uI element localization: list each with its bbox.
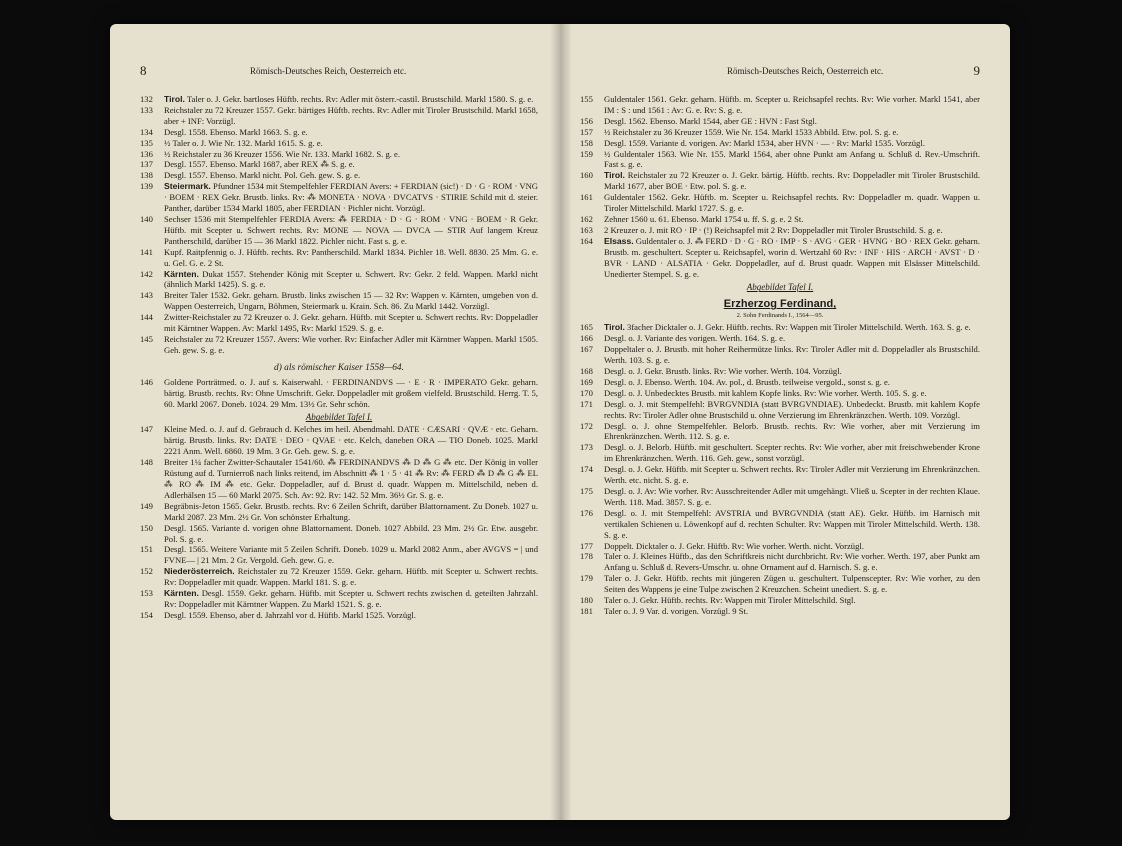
catalog-entry [580, 442, 980, 464]
entry-text: Desgl. 1557. Ebenso. Markl nicht. Pol. Geh. gew. S. g. e. [164, 170, 361, 181]
entry-text: Desgl. o. J. Ebenso. Werth. 104. Av. pol., d. Brustb. teilweise vergold., sonst s. g. e. [604, 376, 890, 387]
catalog-entry [580, 508, 980, 541]
entry-region: Kärnten. [164, 268, 199, 279]
entry-text: Zehner 1560 u. 61. Ebenso. Markl 1754 u. ff. S. g. e. 2 St. [604, 213, 804, 224]
entry-number: 155 [580, 94, 593, 104]
entry-number: 163 [580, 224, 593, 235]
entry-text: Guldentaler 1561. Gekr. geharn. Hüftb. m. Scepter u. Reichsapfel rechts. Rv: Wie vorher. Markl 1541, aber IM : S : und 1561 : Av: G. e. Rv: S. g. e. [604, 94, 980, 115]
entry-text: Goldene Porträtmed. o. J. auf s. Kaiserwahl. · FERDINANDVS — · E · R · IMPERATO Gekr. geharn. bärtig. Brustb. rechts. Rv: Ohne Umschrift. Gekr. Doppeladler mit großem vielfeld. Brustschild. Herrg. T. 5, 60. Markl 2067. Doneb. 1024. 29 Mm. 13½ Gr. Sehr schön. [164, 376, 538, 409]
entry-number: 152 [140, 566, 153, 577]
entry-text: Reichstaler zu 72 Kreuzer 1559. Gekr. geharn. Hüftb. mit Scepter u. Schwert rechts. Rv: Doppeladler mit quadr. Wappen. Markl 181. S. g. e. [164, 566, 538, 588]
catalog-entry [580, 214, 980, 225]
catalog-entry [580, 573, 980, 595]
ruler-heading: Erzherzog Ferdinand, [723, 298, 837, 311]
catalog-entry [140, 290, 538, 312]
entry-region: Steiermark. [164, 181, 211, 192]
entry-number: 179 [580, 573, 593, 584]
entry-text: Desgl. o. J. Gekr. Hüftb. mit Scepter u. Schwert rechts. Rv: Tiroler Adler mit Verzierung im Ehrenkränzchen. Werth. etc. nicht. S. g. e. [604, 464, 980, 486]
entry-number: 135 [140, 137, 153, 148]
catalog-entry [140, 544, 538, 566]
section-title: d) als römischer Kaiser 1558—64. [274, 362, 404, 373]
catalog-entry [580, 344, 980, 366]
entry-text: Kupf. Raitpfennig o. J. Hüftb. rechts. Rv: Pantherschild. Markl 1834. Pichler 18. Well. 8830. 25 Mm. G. e. u. Gel. G. e. 2 St. [164, 246, 538, 268]
catalog-entry [580, 551, 980, 573]
entry-number: 166 [580, 333, 593, 344]
right-page-header [580, 63, 980, 80]
catalog-entry [580, 170, 980, 192]
right-running-head: Römisch-Deutsches Reich, Oesterreich etc. [727, 66, 884, 76]
right-page [580, 24, 980, 820]
entry-text: Zwitter-Reichstaler zu 72 Kreuzer o. J. Gekr. geharn. Hüftb. mit Scepter u. Schwert rechts. Rv: Doppeladler mit Kärntner Wappen. Av: Markl 1495, Rv: Markl 1529. S. g. e. [164, 312, 538, 334]
entry-region: Niederösterreich. [164, 566, 235, 577]
entry-text: Reichstaler zu 72 Kreuzer 1557. Gekr. bärtiges Hüftb. rechts. Rv: Adler mit Tiroler Brustschild. Markl 1658, aber + INF: Vorzügl. [164, 104, 538, 126]
entry-number: 156 [580, 115, 593, 126]
entry-number: 145 [140, 333, 153, 344]
entry-number: 143 [140, 290, 153, 301]
entry-text: Doppeltaler o. J. Brustb. mit hoher Reihermütze links. Rv: Tiroler Adler mit d. Doppeladler als Brustschild. Werth. 103. S. g. e. [604, 344, 980, 366]
entry-text: Desgl. o. J. mit Stempelfehl: AVSTRIA und BVRGVNDIA (statt AE). Gekr. Hüftb. im Harnisch mit vertikalen Schienen u. Löwenkopf auf d. rechten Schulter. Rv: Wappen mit Tiroler Mittelschild. Werth. 138. S. g. e. [604, 507, 980, 540]
right-entries-a [580, 94, 980, 279]
entry-number: 175 [580, 486, 593, 496]
entry-number: 171 [580, 398, 593, 409]
catalog-entry [580, 399, 980, 421]
catalog-entry [140, 312, 538, 334]
entry-number: 149 [140, 500, 153, 511]
entry-number: 167 [580, 344, 593, 355]
entry-text: 2 Kreuzer o. J. mit RO · IP · (!) Reichsapfel mit 2 Rv: Doppeladler mit Tiroler Brustschild. S. g. e. [604, 224, 943, 235]
entry-number: 160 [580, 170, 593, 181]
entry-number: 154 [140, 609, 153, 620]
catalog-entry [580, 138, 980, 149]
entry-text: ½ Reichstaler zu 36 Kreuzer 1559. Wie Nr. 154. Markl 1533 Abbild. Etw. pol. S. g. e. [604, 126, 899, 137]
catalog-entry [140, 424, 538, 457]
entry-number: 165 [580, 322, 593, 333]
entry-text: Desgl. o. J. ohne Stempelfehler. Belorb. Brustb. rechts. Rv: Wie vorher, aber mit Verzierung im Ehrenkränzchen. Werth. 112. S. g. e. [604, 420, 980, 442]
entry-number: 144 [140, 312, 153, 323]
entry-text: Doppelt. Dicktaler o. J. Gekr. Hüftb. Rv: Wie vorher. Werth. nicht. Vorzügl. [604, 540, 864, 551]
entry-region: Tirol. [604, 170, 625, 181]
entry-text: Desgl. 1557. Ebenso. Markl 1687, aber REX ⁂ S. g. e. [164, 159, 355, 170]
left-page-header [140, 63, 538, 80]
entry-number: 181 [580, 605, 593, 616]
entry-text: Dukat 1557. Stehender König mit Scepter u. Schwert. Rv: Gekr. 2 feld. Wappen. Markl nicht (ähnlich Markl 1425). S. g. e. [164, 268, 538, 290]
entry-text: Taler o. J. Gekr. Hüftb. rechts mit jüngeren Zügen u. geschultert. Tulpenscepter. Rv: Wie vorher, zu den Seiten des Wappens je eine Tulpe zwischen 2 Kreuzchen. Scheint unediert. S. g. e. [604, 573, 980, 595]
catalog-entry [580, 366, 980, 377]
right-entries-b [580, 322, 980, 616]
entry-text: Desgl. 1559. Gekr. geharn. Hüftb. mit Scepter u. Schwert rechts zwischen d. geteilten Jahrzahl. Rv: Doppeladler mit Kärntner Wappen. Zu Markl 1521. S. g. e. [164, 588, 538, 609]
left-page [140, 24, 538, 820]
entry-text: ½ Taler o. J. Wie Nr. 132. Markl 1615. S. g. e. [164, 137, 323, 148]
entry-number: 174 [580, 464, 593, 475]
catalog-entry [580, 127, 980, 138]
catalog-entry [580, 421, 980, 443]
catalog-entry [140, 588, 538, 610]
book-gutter [550, 24, 572, 820]
catalog-entry [140, 170, 538, 181]
catalog-entry [580, 388, 980, 399]
catalog-entry [140, 377, 538, 410]
entry-number: 180 [580, 595, 593, 606]
plate-reference: Abgebildet Tafel I. [746, 282, 814, 293]
catalog-entry [140, 105, 538, 127]
left-page-body [140, 94, 538, 621]
plate-reference: Abgebildet Tafel I. [305, 412, 373, 423]
left-entries-a [140, 94, 538, 356]
catalog-entry [140, 610, 538, 621]
catalog-entry [580, 606, 980, 617]
catalog-entry [140, 334, 538, 356]
entry-text: Desgl. 1559. Ebenso, aber d. Jahrzahl vor d. Hüftb. Markl 1525. Vorzügl. [164, 609, 416, 620]
catalog-entry [580, 116, 980, 127]
entry-text: Desgl. o. J. Gekr. Brustb. links. Rv: Wie vorher. Werth. 104. Vorzügl. [604, 366, 842, 377]
entry-region: Elsass. [604, 235, 634, 246]
ruler-subheading: 2. Sohn Ferdinands I., 1564—95. [736, 312, 824, 320]
catalog-entry [140, 94, 538, 105]
entry-number: 151 [140, 544, 153, 555]
entry-number: 170 [580, 387, 593, 398]
entry-text: Desgl. o. J. mit Stempelfehl: BVRGVNDIA (statt BVRGVNDIAE). Unbedeckt. Brustb. mit kahlem Kopfe rechts. Rv: Tiroler Adler ohne Brustschild u. ohne Verzierung im Ehrenkränzchen. Werth. 109. Vorzügl. [604, 398, 980, 420]
entry-number: 173 [580, 442, 593, 453]
entry-text: Breiter Taler 1532. Gekr. geharn. Brustb. links zwischen 15 — 32 Rv: Wappen v. Kärnten, umgeben von d. Wappen Oesterreich, Ungarn, Böhmen, Steiermark u. Krain. Sch. 86. Zu Markl 1442. Vorzügl. [164, 290, 538, 312]
entry-number: 176 [580, 507, 593, 518]
entry-number: 132 [140, 94, 153, 104]
left-running-head: Römisch-Deutsches Reich, Oesterreich etc. [250, 66, 407, 76]
catalog-entry [580, 192, 980, 214]
left-page-number: 8 [140, 63, 147, 78]
catalog-entry [140, 566, 538, 588]
entry-text: Guldentaler o. J. ⁂ FERD · D · G · RO · IMP · S · AVG · GER · HVNG · BO · REX Gekr. geharn. Brustb. m. geschultert. Scepter u. Reichsapfel, worin d. Wertzahl 60 Rv: · INF · HIS · ARCH · AVST · D · BVR · LAND · ALSATIA · Gekr. Doppeladler, auf d. Brust quadr. Wappen mit Elsässer Mittelschild. Unedierter Stempel. S. g. e. [604, 235, 980, 279]
left-entries-c [140, 424, 538, 620]
catalog-entry [140, 269, 538, 291]
catalog-entry [140, 501, 538, 523]
entry-text: Desgl. o. J. Unbedecktes Brustb. mit kahlem Kopfe links. Rv: Wie vorher. Werth. 105. S. g. e. [604, 387, 927, 398]
entry-text: Reichstaler zu 72 Kreuzer 1557. Avers: Wie vorher. Rv: Einfacher Adler mit Kärntner Wappen. Markl 1505. Geh. gew. S. g. e. [164, 333, 538, 355]
entry-text: ½ Guldentaler 1563. Wie Nr. 155. Markl 1564, aber ohne Punkt am Anfang u. Schluß d. Rev.-Umschrift. Fast s. g. e. [604, 148, 980, 170]
entry-text: Pfundner 1534 mit Stempelfehler FERDIAN Avers: + FERDIAN (sic!) · D · G · ROM · VNG · BOEM · REX Gekr. Brustb. links. Rv: ⁂ MONETA · NOVA · DVCATVS · STIRIE Schild mit d. steier. Panther, darüber 1534 Markl 1805, aber FERDIAN · Pichler nicht. Vorzügl. [164, 181, 538, 214]
entry-region: Tirol. [604, 322, 625, 333]
entry-number: 158 [580, 137, 593, 148]
entry-text: Begräbnis-Jeton 1565. Gekr. Brustb. rechts. Rv: 6 Zeilen Schrift, darüber Blattornament. Zu Doneb. 1027 u. Markl 2087. 23 Mm. 2½ Gr. Von schönster Erhaltung. [164, 500, 538, 522]
catalog-entry [140, 127, 538, 138]
entry-number: 133 [140, 104, 153, 115]
catalog-entry [140, 247, 538, 269]
entry-number: 153 [140, 588, 153, 599]
entry-text: Desgl. o. J. Belorb. Hüftb. mit geschultert. Scepter rechts. Rv: Wie vorher, aber mit freischwebender Krone im Ehrenkränzchen. Werth. 116. Geh. gew., sonst vorzügl. [604, 442, 980, 464]
entry-number: 164 [580, 235, 593, 246]
entry-number: 137 [140, 159, 153, 170]
entry-text: Taler o. J. 9 Var. d. vorigen. Vorzügl. 9 St. [604, 605, 749, 616]
entry-number: 150 [140, 522, 153, 533]
catalog-entry [140, 159, 538, 170]
entry-text: Desgl. 1562. Ebenso. Markl 1544, aber GE : HVN : Fast Stgl. [604, 115, 817, 126]
entry-number: 162 [580, 213, 593, 224]
catalog-entry [140, 214, 538, 247]
entry-region: Tirol. [164, 94, 185, 104]
entry-number: 142 [140, 268, 153, 279]
catalog-entry [580, 94, 980, 116]
entry-number: 169 [580, 376, 593, 387]
entry-number: 147 [140, 424, 153, 435]
catalog-entry [580, 464, 980, 486]
left-entries-b [140, 377, 538, 410]
entry-text: Kleine Med. o. J. auf d. Gebrauch d. Kelches im heil. Abendmahl. DATE · CÆSARI · QVÆ · etc. Geharn. bärtig. Brustb. links. Rv: DATE · DEO · QVAE · etc. Kelch, daneben ORA — TIO Doneb. 1025. Markl 2221 Anm. Well. 6860. 19 Mm. 3 Gr. Geh. gew. S. g. e. [164, 424, 538, 457]
entry-number: 139 [140, 181, 153, 192]
entry-text: Desgl. 1565. Variante d. vorigen ohne Blattornament. Doneb. 1027 Abbild. 23 Mm. 2½ Gr. Etw. ausgebr. Pol. S. g. e. [164, 522, 538, 544]
entry-text: Desgl. 1558. Ebenso. Markl 1663. S. g. e. [164, 126, 308, 137]
catalog-entry [580, 377, 980, 388]
catalog-entry [580, 322, 980, 333]
entry-number: 140 [140, 213, 153, 224]
catalog-entry [580, 486, 980, 508]
catalog-entry [580, 225, 980, 236]
entry-number: 136 [140, 148, 153, 159]
entry-number: 157 [580, 126, 593, 137]
catalog-entry [140, 181, 538, 214]
entry-text: Guldentaler 1562. Gekr. Hüftb. m. Scepter u. Reichsapfel rechts. Rv: Doppeladler m. quadr. Wappen u. Tiroler Mittelschild. Markl 1727. S. g. e. [604, 192, 980, 214]
entry-text: 3facher Dicktaler o. J. Gekr. Hüftb. rechts. Rv: Wappen mit Tiroler Mittelschild. Werth. 163. S. g. e. [627, 322, 971, 333]
catalog-entry [580, 149, 980, 171]
catalog-entry [580, 236, 980, 280]
catalog-entry [140, 138, 538, 149]
entry-number: 148 [140, 457, 153, 468]
entry-number: 178 [580, 551, 593, 562]
entry-text: Desgl. o. J. Variante des vorigen. Werth. 164. S. g. e. [604, 333, 786, 344]
entry-text: Taler o. J. Kleines Hüftb., das den Schriftkreis nicht durchbricht. Rv: Wie vorher. Werth. 197, aber Punkt am Anfang u. Schluß d. Revers-Umschr. u. ohne Ornament auf d. Harnisch. S. g. e. [604, 551, 980, 573]
entry-text: Desgl. 1559. Variante d. vorigen. Av: Markl 1534, aber HVN · — · Rv: Markl 1535. Vorzügl. [604, 137, 925, 148]
entry-text: Breiter 1¼ facher Zwitter-Schautaler 1541/60. ⁂ FERDINANDVS ⁂ D ⁂ G ⁂ etc. Der König in voller Rüstung auf d. Turnierroß nach links reitend, im Abschnitt ⁂ 1 · 5 · 41 ⁂ Rv: ⁂ FERD ⁂ D ⁂ G ⁂ EL ⁂ RO ⁂ IM ⁂ etc. Gekr. Doppeladler, auf d. Brust d. quadr. Wappen m. Mittelschild, neben d. Adlerhälsen 15 — 60 Markl 2075. Sch. Av: 92. Rv: 142. 52 Mm. 36½ Gr. S. g. e. [164, 457, 538, 500]
entry-number: 159 [580, 148, 593, 159]
entry-number: 134 [140, 126, 153, 137]
entry-number: 161 [580, 192, 593, 203]
entry-number: 138 [140, 170, 153, 181]
entry-text: ½ Reichstaler zu 36 Kreuzer 1556. Wie Nr. 133. Markl 1682. S. g. e. [164, 148, 401, 159]
entry-text: Reichstaler zu 72 Kreuzer o. J. Gekr. bärtig. Hüftb. rechts. Rv: Doppeladler mit Tiroler Brustschild. Markl 1677, aber BOE · Etw. pol. S. g. e. [604, 170, 980, 192]
catalog-entry [140, 457, 538, 501]
entry-text: Desgl. o. J. Av: Wie vorher. Rv: Ausschreitender Adler mit umgehängt. Vließ u. Scepter in der rechten Klaue. Werth. 118. Mad. 3857. S. g. e. [604, 486, 980, 507]
entry-number: 172 [580, 420, 593, 431]
entry-number: 146 [140, 376, 153, 387]
catalog-entry [580, 541, 980, 552]
entry-text: Taler o. J. Gekr. bartloses Hüftb. rechts. Rv: Adler mit österr.-castil. Brustschild. Markl 1580. S. g. e. [186, 94, 534, 104]
entry-text: Desgl. 1565. Weitere Variante mit 5 Zeilen Schrift. Doneb. 1029 u. Markl 2082 Anm., aber AVGVS = | und FVNE— | 21 Mm. 2 Gr. Vergold. Geh. gew. G. e. [164, 544, 538, 566]
entry-region: Kärnten. [164, 588, 199, 599]
catalog-entry [140, 523, 538, 545]
book-spread [110, 24, 1010, 820]
catalog-entry [140, 149, 538, 160]
entry-number: 141 [140, 246, 153, 257]
catalog-entry [580, 333, 980, 344]
entry-number: 177 [580, 540, 593, 551]
entry-text: Taler o. J. Gekr. Hüftb. rechts. Rv: Wappen mit Tiroler Mittelschild. Stgl. [604, 595, 856, 606]
entry-number: 168 [580, 366, 593, 377]
catalog-entry [580, 595, 980, 606]
right-page-body [580, 94, 980, 617]
right-page-number: 9 [973, 63, 980, 78]
entry-text: Sechser 1536 mit Stempelfehler FERDIA Avers: ⁂ FERDIA · D · G · ROM · VNG · BOEM · R Gekr. Hüftb. mit Scepter u. Schwert rechts. Rv: MONE — NOVA — DVCA — STIR Auf langem Kreuz Pantherschild, darüber 15 — 36 Markl 1822. Pichler nicht. Fast s. g. e. [164, 213, 538, 246]
